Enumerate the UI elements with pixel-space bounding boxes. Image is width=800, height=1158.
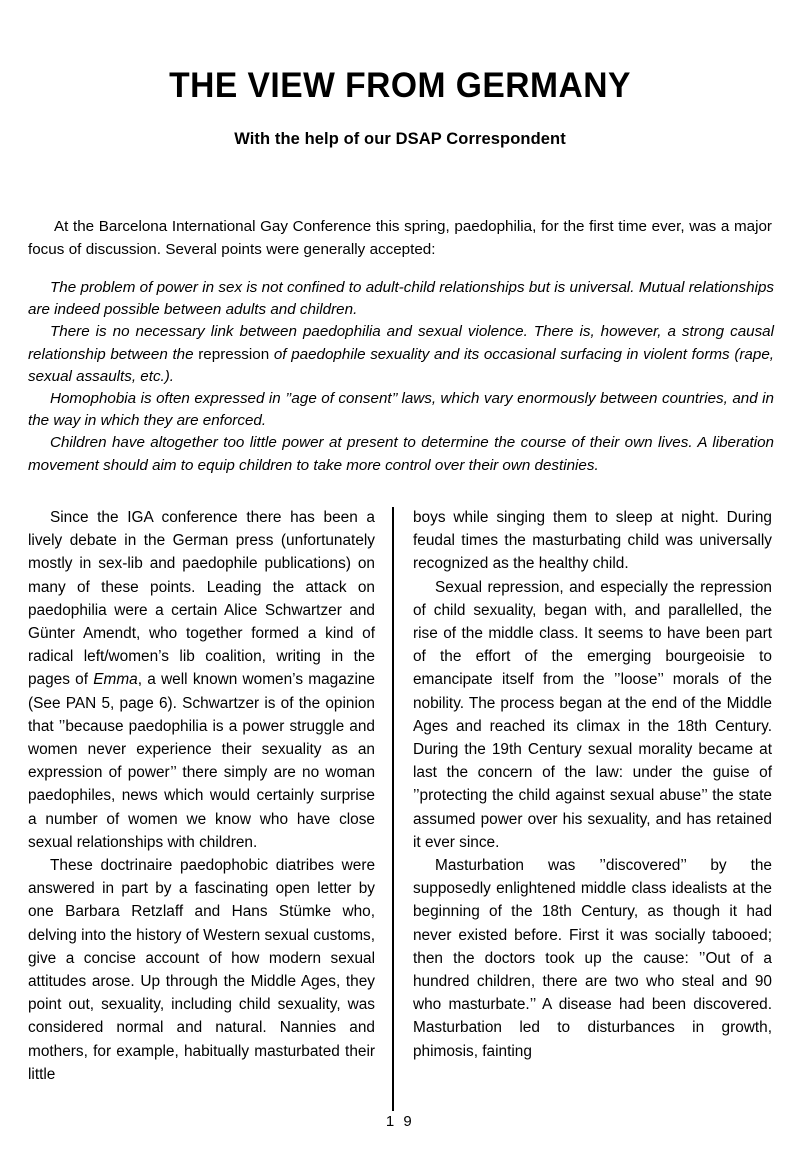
quote-paragraph-2-part-2: of paedophile sexuality and its occasional surfacing in violent forms (rape, sexual assaults, etc.). <box>28 345 774 385</box>
magazine-name-emma: Emma <box>93 671 138 689</box>
pull-quote-block <box>28 277 774 477</box>
quote-paragraph-3: Homophobia is often expressed in ’’age of consent’’ laws, which vary enormously between countries, and in the way in which they are enforced. <box>28 390 774 430</box>
left-column-paragraph-1-part-2: , a well known women’s magazine (See PAN 5, page 6). Schwartzer is of the opinion that ’’because paedophilia is a power struggle and women never experience their sexuality as an expression of power’’ there simply are no woman paedophiles, news which would certainly surprise a number of women we know who have close sexual relationships with children. <box>28 671 375 851</box>
quote-paragraph-2 <box>28 321 774 388</box>
column-divider-rule <box>392 507 394 1111</box>
intro-paragraph: At the Barcelona International Gay Conference this spring, paedophilia, for the first time ever, was a major focus of discussion. Several points were generally accepted: <box>28 218 772 258</box>
body-column-right <box>413 506 772 1063</box>
left-column-paragraph-1 <box>28 506 375 854</box>
quote-emphasis-repression: repression <box>198 345 270 363</box>
page-title: THE VIEW FROM GERMANY <box>169 66 631 106</box>
body-column-left <box>28 506 375 1086</box>
quote-paragraph-4: Children have altogether too little power at present to determine the course of their own lives. A liberation movement should aim to equip children to take more control over their own destinies. <box>28 434 774 474</box>
quote-paragraph-1: The problem of power in sex is not confined to adult-child relationships but is universal. Mutual relationships are indeed possible between adults and children. <box>28 279 774 319</box>
right-column-paragraph-3: Masturbation was ’’discovered’’ by the supposedly enlightened middle class idealists at the beginning of the 18th Century, as though it had never existed before. First it was socially tabooed; then the doctors took up the cause: ’’Out of a hundred children, there are two who steal and 90 who masturbate.’’ A disease had been discovered. Masturbation led to disturbances in growth, phimosis, fainting <box>413 857 772 1060</box>
page-number: 1 9 <box>385 1113 415 1130</box>
quote-paragraph-2-part-1: There is no necessary link between paedophilia and sexual violence. There is, however, a strong causal relationship between the <box>28 323 774 363</box>
left-column-paragraph-2: These doctrinaire paedophobic diatribes were answered in part by a fascinating open letter by one Barbara Retzlaff and Hans Stümke who, delving into the history of Western sexual customs, give a concise account of how modern sexual attitudes arose. Up through the Middle Ages, they point out, sexuality, including child sexuality, was considered normal and natural. Nannies and mothers, for example, habitually masturbated their little <box>28 857 375 1083</box>
page-subtitle: With the help of our DSAP Correspondent <box>234 130 566 148</box>
left-column-paragraph-1-part-1: Since the IGA conference there has been a lively debate in the German press (unfortunately mostly in sex-lib and paedophile publications) on many of these points. Leading the attack on paedophilia were a certain Alice Schwartzer and Günter Amendt, who together formed a kind of radical left/women’s lib coalition, writing in the pages of <box>28 509 375 689</box>
right-column-paragraph-1: boys while singing them to sleep at night. During feudal times the masturbating child was universally recognized as the healthy child. <box>413 509 772 573</box>
right-column-paragraph-2: Sexual repression, and especially the repression of child sexuality, began with, and parallelled, the rise of the middle class. It seems to have been part of the effort of the emerging bourgeoisie to emancipate itself from the ’’loose’’ morals of the nobility. The process began at the end of the Middle Ages and reached its climax in the 18th Century. During the 19th Century sexual morality became at last the concern of the law: under the guise of ’’protecting the child against sexual abuse’’ the state assumed power over his sexuality, and has retained it ever since. <box>413 578 772 851</box>
